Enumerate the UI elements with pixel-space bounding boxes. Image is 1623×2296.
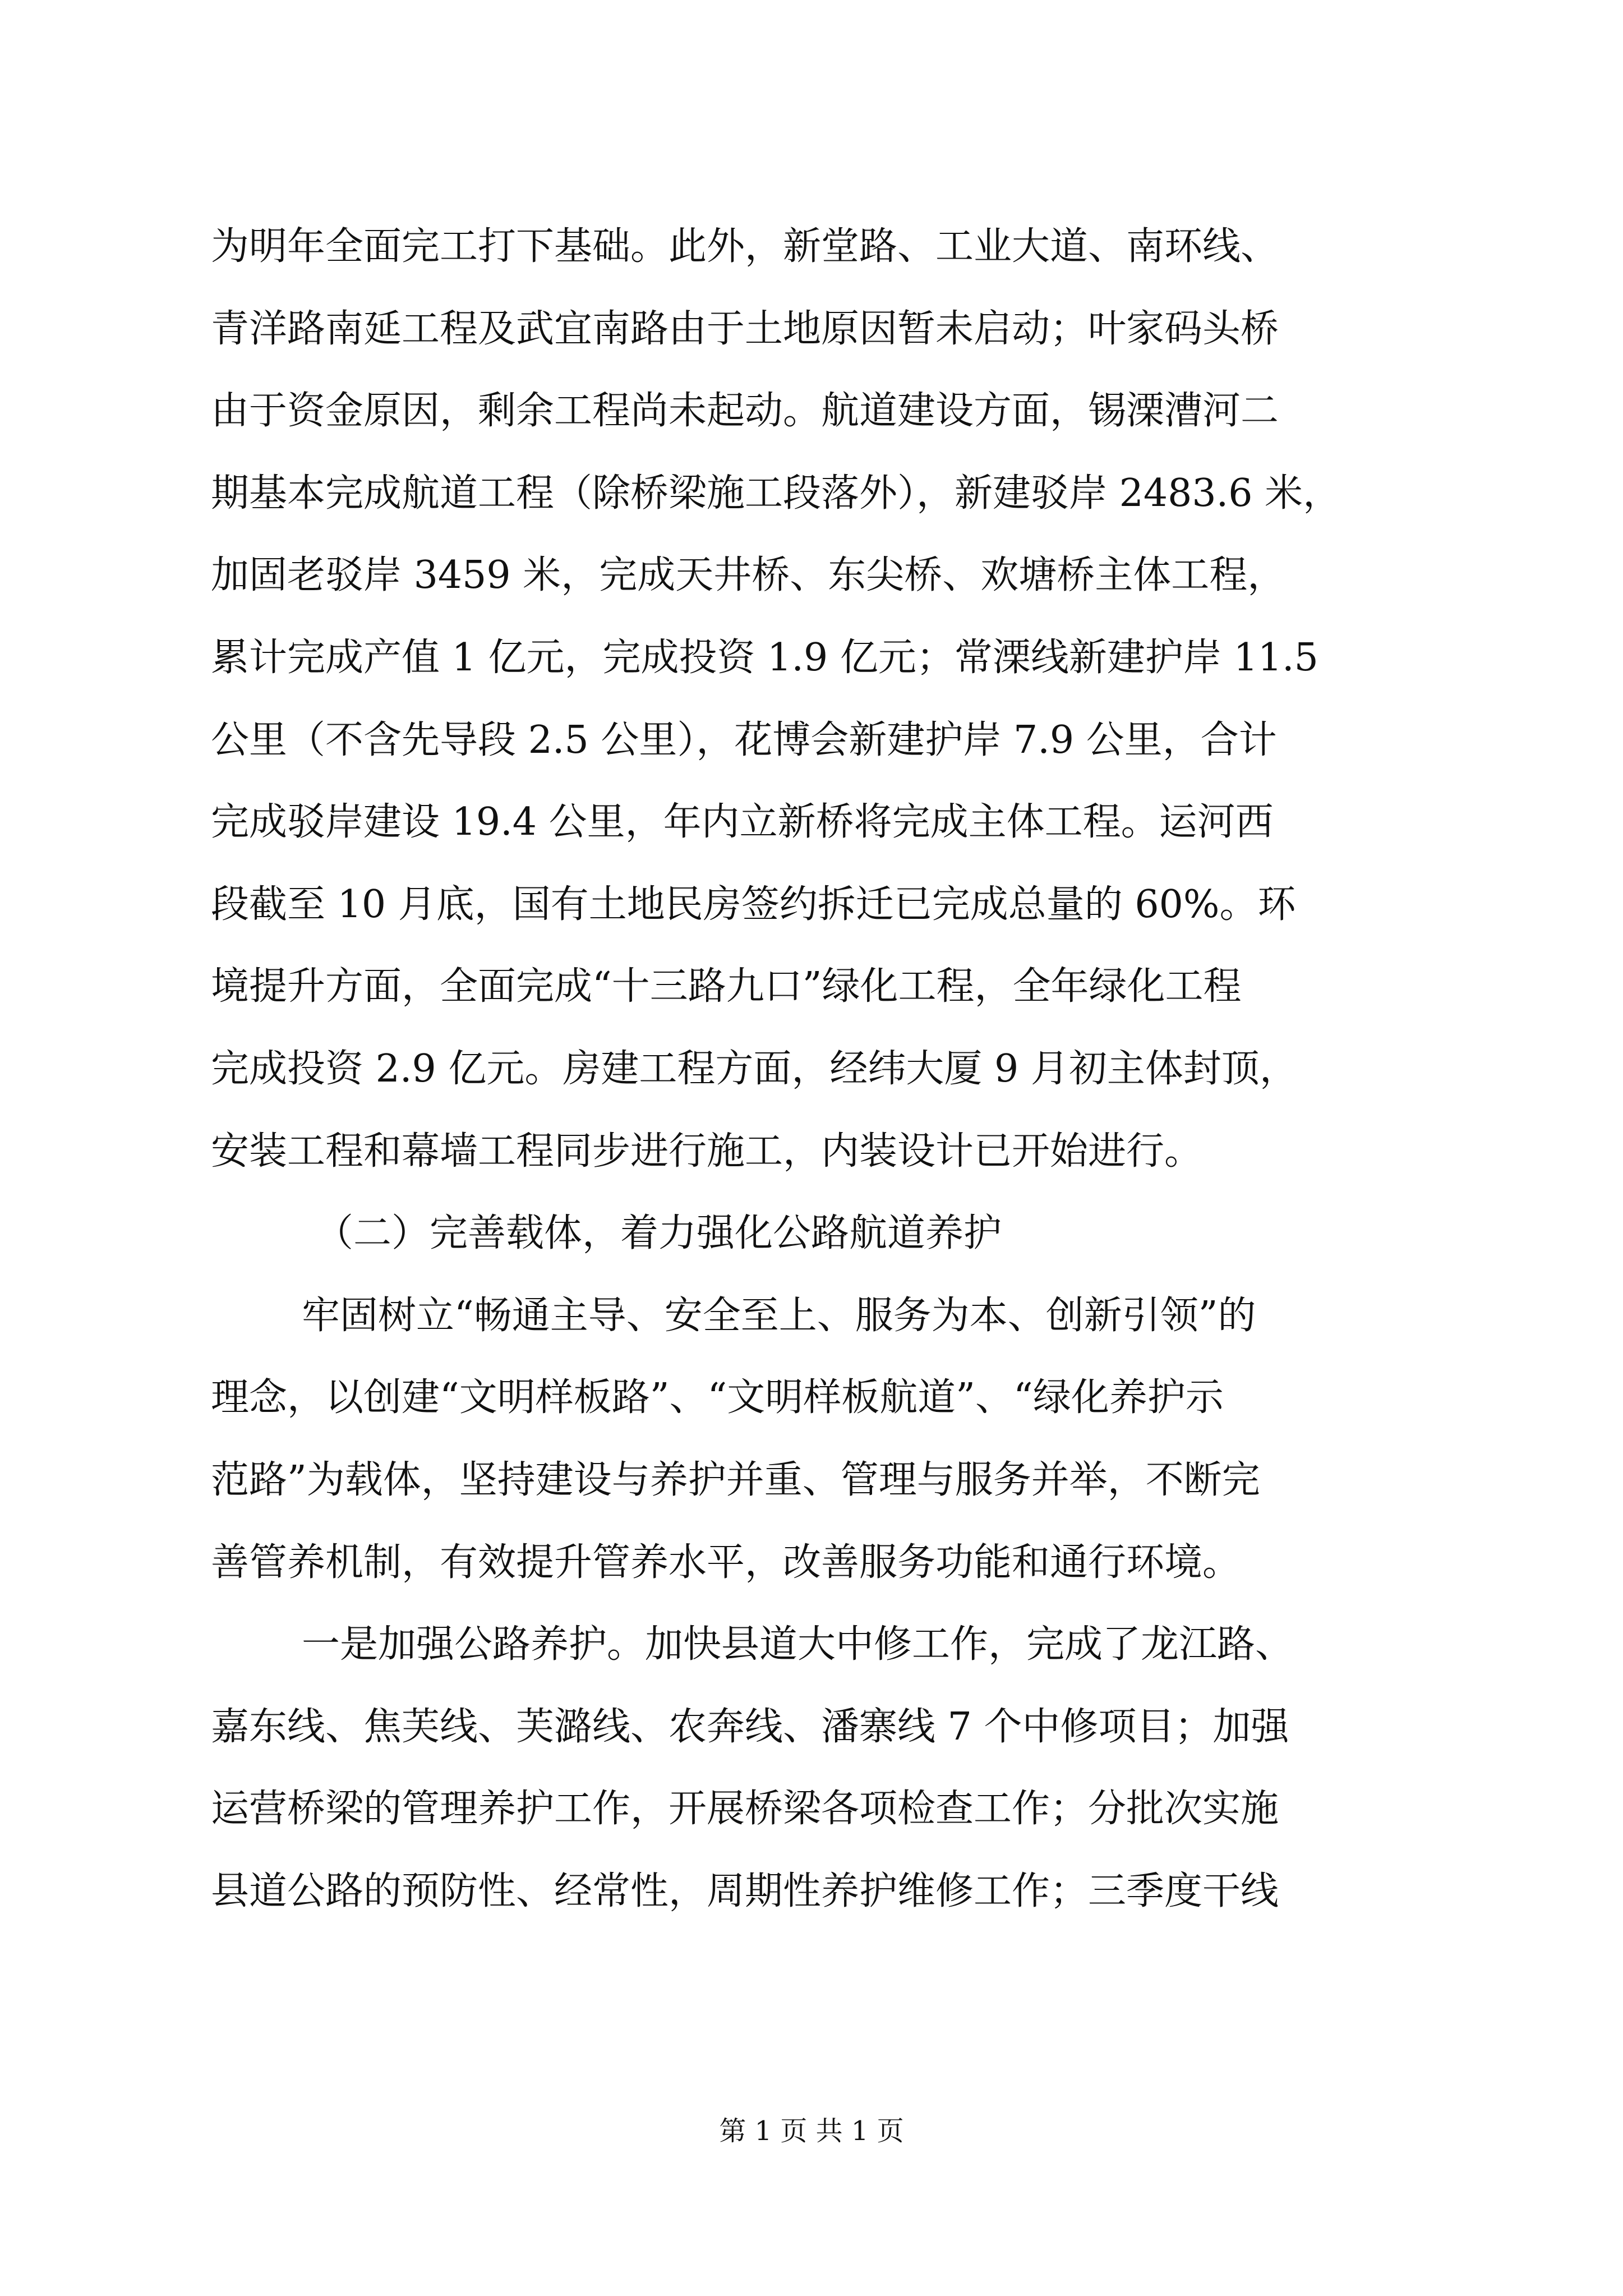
section-heading: （二）完善载体，着力强化公路航道养护 xyxy=(315,1211,1002,1255)
text-line: 累计完成产值 1 亿元，完成投资 1.9 亿元；常溧线新建护岸 11.5 xyxy=(211,636,1318,680)
text-line: 青洋路南延工程及武宜南路由于土地原因暂未启动；叶家码头桥 xyxy=(211,307,1279,351)
paragraph-first-line: 一是加强公路养护。加快县道大中修工作，完成了龙江路、 xyxy=(302,1622,1294,1667)
text-line: 期基本完成航道工程（除桥梁施工段落外），新建驳岸 2483.6 米， xyxy=(211,471,1341,516)
text-line: 安装工程和幕墙工程同步进行施工，内装设计已开始进行。 xyxy=(211,1129,1203,1174)
text-line: 境提升方面，全面完成“十三路九口”绿化工程，全年绿化工程 xyxy=(211,964,1242,1009)
text-line: 为明年全面完工打下基础。此外，新堂路、工业大道、南环线、 xyxy=(211,224,1279,269)
text-line: 由于资金原因，剩余工程尚未起动。航道建设方面，锡溧漕河二 xyxy=(211,389,1279,433)
text-line: 范路”为载体，坚持建设与养护并重、管理与服务并举，不断完 xyxy=(211,1458,1260,1502)
text-line: 理念，以创建“文明样板路”、“文明样板航道”、“绿化养护示 xyxy=(211,1375,1224,1420)
text-line: 运营桥梁的管理养护工作，开展桥梁各项检查工作；分批次实施 xyxy=(211,1787,1279,1831)
text-line: 完成驳岸建设 19.4 公里，年内立新桥将完成主体工程。运河西 xyxy=(211,800,1274,844)
page-footer: 第 1 页 共 1 页 xyxy=(719,2115,904,2147)
paragraph-first-line: 牢固树立“畅通主导、安全至上、服务为本、创新引领”的 xyxy=(302,1294,1256,1338)
text-line: 嘉东线、焦芙线、芙潞线、农奔线、潘寨线 7 个中修项目；加强 xyxy=(211,1705,1289,1749)
text-line: 县道公路的预防性、经常性，周期性养护维修工作；三季度干线 xyxy=(211,1869,1279,1913)
text-line: 公里（不含先导段 2.5 公里），花博会新建护岸 7.9 公里，合计 xyxy=(211,718,1277,762)
text-line: 善管养机制，有效提升管养水平，改善服务功能和通行环境。 xyxy=(211,1540,1241,1585)
text-line: 段截至 10 月底，国有土地民房签约拆迁已完成总量的 60%。环 xyxy=(211,882,1296,927)
text-line: 加固老驳岸 3459 米，完成天井桥、东尖桥、欢塘桥主体工程， xyxy=(211,553,1286,597)
text-line: 完成投资 2.9 亿元。房建工程方面，经纬大厦 9 月初主体封顶， xyxy=(211,1047,1298,1091)
